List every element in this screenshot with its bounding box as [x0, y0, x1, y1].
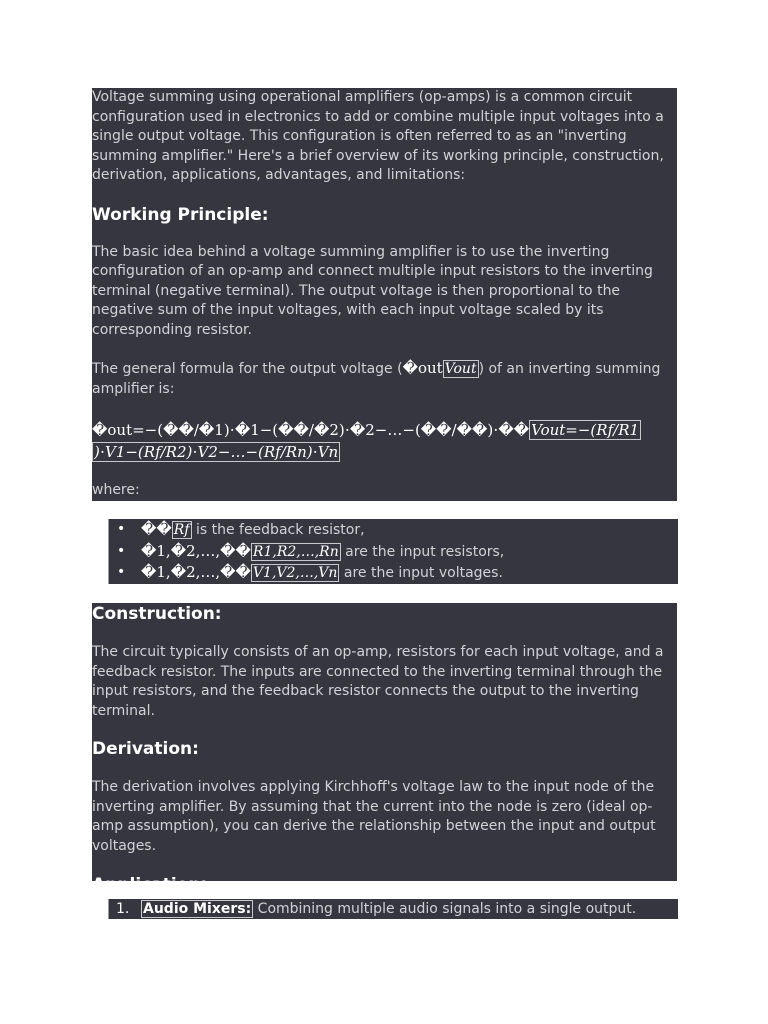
definition-garbled: �1,�2,…,�� [141, 563, 251, 582]
definition-math: R1,R2,…,Rn [252, 543, 339, 560]
construction-heading: Construction: [92, 604, 222, 624]
derivation-heading: Derivation: [92, 739, 199, 759]
bullet-icon: • [117, 521, 126, 537]
application-list [108, 899, 678, 919]
definition-text: are the input resistors, [340, 543, 505, 560]
definition-text: is the feedback resistor, [191, 522, 365, 538]
definition-math: Rf [173, 522, 190, 538]
formula-render-b: )⋅V1−(Rf/R2)⋅V2−…−(Rf/Rn)⋅Vn [94, 443, 339, 461]
formula-intro-vout: Vout [444, 361, 477, 377]
working-principle-heading: Working Principle: [92, 204, 269, 225]
definitions-list [108, 519, 678, 584]
content-panel [92, 603, 677, 895]
item-text: Combining multiple audio signals into a single output. [253, 901, 637, 917]
definition-garbled: �� [141, 520, 172, 538]
derivation-paragraph: The derivation involves applying Kirchhoff's voltage law to the input node of the inverting amplifier. By assuming that the current into the node is zero (ideal op-amp assumption), you can derive the relationship between the input and output voltages. [92, 779, 656, 854]
definition-text: are the input voltages. [339, 565, 503, 582]
list-item [109, 562, 678, 584]
list-item [109, 541, 678, 563]
formula-intro-garbled: �out [402, 359, 443, 377]
working-principle-paragraph: The basic idea behind a voltage summing amplifier is to use the inverting configuration of an op-amp and connect multiple input resistors to the inverting terminal (negative terminal). The output voltage is then proportional to the negative sum of the input voltages, with each input voltage scaled by its corresponding resistor. [92, 243, 653, 338]
list-item [109, 519, 678, 541]
formula-intro [92, 359, 677, 399]
bullet-icon: • [117, 564, 126, 581]
application-heading: Application: [92, 875, 208, 895]
list-item [109, 899, 678, 919]
output-formula [92, 419, 677, 463]
construction-paragraph: The circuit typically consists of an op-amp, resistors for each input voltage, and a feedback resistor. The inputs are connected to the inverting terminal through the input resistors, and the feedback resistor connects the output to the inverting terminal. [92, 644, 664, 719]
intro-paragraph: Voltage summing using operational amplifiers (op-amps) is a common circuit configuration used in electronics to add or combine multiple input voltages into a single output voltage. This configuration is often referred to as an "inverting summing amplifier." Here's a brief overview of its working principle, construction, derivation, applications, advantages, and limitations: [92, 89, 664, 183]
intro-panel [92, 88, 677, 501]
formula-intro-pre: The general formula for the output voltage ( [92, 361, 403, 377]
formula-garbled: �out=−(��/�1)⋅�1−(��/�2)⋅�2−…−(��/��)⋅�� [92, 421, 530, 439]
formula-render-a: Vout=−(Rf/R1 [531, 421, 640, 439]
item-number: 1. [116, 901, 130, 917]
definition-garbled: �1,�2,…,�� [141, 541, 251, 560]
item-label: Audio Mixers: [143, 901, 252, 917]
bullet-icon: • [117, 542, 126, 559]
where-label: where: [92, 482, 140, 498]
formula-intro-post: ) of an inverting summing amplifier is: [92, 361, 661, 397]
definition-math: V1,V2,…,Vn [252, 565, 338, 582]
